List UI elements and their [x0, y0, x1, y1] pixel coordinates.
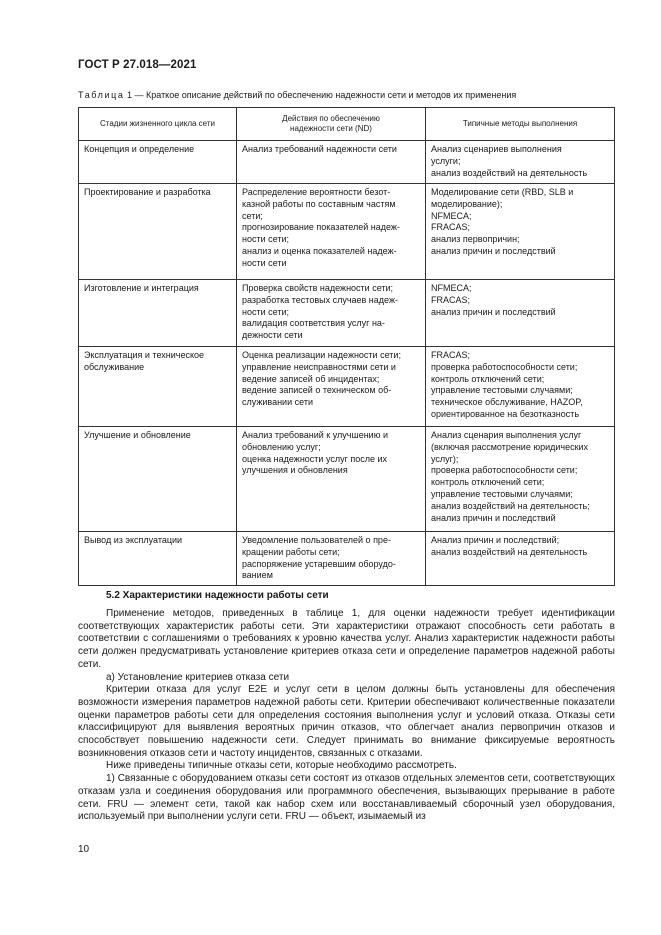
actions-cell: Оценка реализации надежности сети; управление неисправностями сети и ведение записей об инцидентах; ведение записей о техническом об- служивании сети	[237, 347, 426, 427]
table-header-row	[79, 108, 615, 141]
page-number: 10	[78, 844, 90, 855]
column-header-stage: Стадии жизненного цикла сети	[79, 108, 237, 141]
paragraph: 1) Связанные с оборудованием отказы сети состоят из отказов отдельных элементов сети, соответствующих отказам узла и соединения оборудования или программного обеспечения, вызывающих прерывание в работе сети. FRU — элемент сети, такой как набор схем или восстанавливаемый сборочный узел оборудования, используемый при выполнении услуги сети. FRU — объект, изымаемый из	[78, 773, 615, 823]
actions-cell: Проверка свойств надежности сети; разработка тестовых случаев надеж- ности сети; валидация соответствия услуг на- дежности сети	[237, 280, 426, 347]
methods-cell: FRACAS; проверка работоспособности сети; контроль отключений сети; управление тестовыми случаями; техническое обслуживание, HAZOP, ориентированное на безотказность	[426, 347, 615, 427]
table-row	[79, 427, 615, 532]
column-header-methods: Типичные методы выполнения	[426, 108, 615, 141]
methods-cell: Анализ причин и последствий; анализ воздействий на деятельность	[426, 532, 615, 586]
table-row	[79, 141, 615, 184]
methods-table	[78, 107, 615, 586]
actions-cell: Уведомление пользователей о пре- кращении работы сети; распоряжение устаревшим оборудо- ванием	[237, 532, 426, 586]
methods-cell: Анализ сценария выполнения услуг (включая рассмотрение юридических услуг); проверка работоспособности сети; контроль отключений сети; управление тестовыми случаями; анализ воздействий на деятельность; анализ причин и последствий	[426, 427, 615, 532]
actions-cell: Анализ требований к улучшению и обновлению услуг; оценка надежности услуг после их улучшения и обновления	[237, 427, 426, 532]
stage-cell: Вывод из эксплуатации	[79, 532, 237, 586]
methods-cell: Анализ сценариев выполнения услуги; анализ воздействий на деятельность	[426, 141, 615, 184]
body-text	[78, 608, 615, 824]
caption-text: 1 — Краткое описание действий по обеспечению надежности сети и методов их применения	[124, 90, 517, 100]
actions-cell: Анализ требований надежности сети	[237, 141, 426, 184]
stage-cell: Концепция и определение	[79, 141, 237, 184]
section-heading: 5.2 Характеристики надежности работы сети	[106, 590, 329, 601]
table-row	[79, 280, 615, 347]
stage-cell: Улучшение и обновление	[79, 427, 237, 532]
table-caption	[78, 90, 618, 101]
paragraph: Критерии отказа для услуг E2E и услуг сети в целом должны быть установлены для обеспечения возможности измерения параметров надежной работы сети. Критерии обеспечивают количественные показатели оценки параметров работы сети для определения состояния выполнения услуг и условий отказа. Отказы сети классифицируют для выявления вероятных причин отказов, что облегчает анализ первопричин отказов и способствует повышению надежности сети. Следует принимать во внимание фиксируемые вероятность возникновения отказов сети и частоту инцидентов, связанных с отказами.	[78, 684, 615, 759]
methods-cell: NFMECA; FRACAS; анализ причин и последствий	[426, 280, 615, 347]
paragraph: Применение методов, приведенных в таблице 1, для оценки надежности требует идентификации соответствующих характеристик работы сети. Эти характеристики отражают способность сети работать в соответствии с соглашениями о требованиях к уровню качества услуг. Анализ характеристик надежности работы сети должен предусматривать установление критериев отказа сети и определение параметров надежной работы сети.	[78, 608, 615, 670]
paragraph: а) Установление критериев отказа сети	[106, 671, 290, 683]
methods-cell: Моделирование сети (RBD, SLB и моделирование); NFMECA; FRACAS; анализ первопричин; анализ причин и последствий	[426, 184, 615, 280]
column-header-actions: Действия по обеспечению надежности сети (ND)	[237, 108, 426, 141]
actions-cell: Распределение вероятности безот- казной работы по составным частям сети; прогнозирование показателей надеж- ности сети; анализ и оценка показателей надеж- ности сети	[237, 184, 426, 280]
table-row	[79, 184, 615, 280]
stage-cell: Эксплуатация и техническое обслуживание	[79, 347, 237, 427]
table-row	[79, 347, 615, 427]
stage-cell: Изготовление и интеграция	[79, 280, 237, 347]
document-header: ГОСТ Р 27.018—2021	[78, 59, 197, 71]
caption-label: Таблица	[78, 90, 125, 100]
paragraph: Ниже приведены типичные отказы сети, которые необходимо рассмотреть.	[106, 760, 457, 772]
table-row	[79, 532, 615, 586]
stage-cell: Проектирование и разработка	[79, 184, 237, 280]
